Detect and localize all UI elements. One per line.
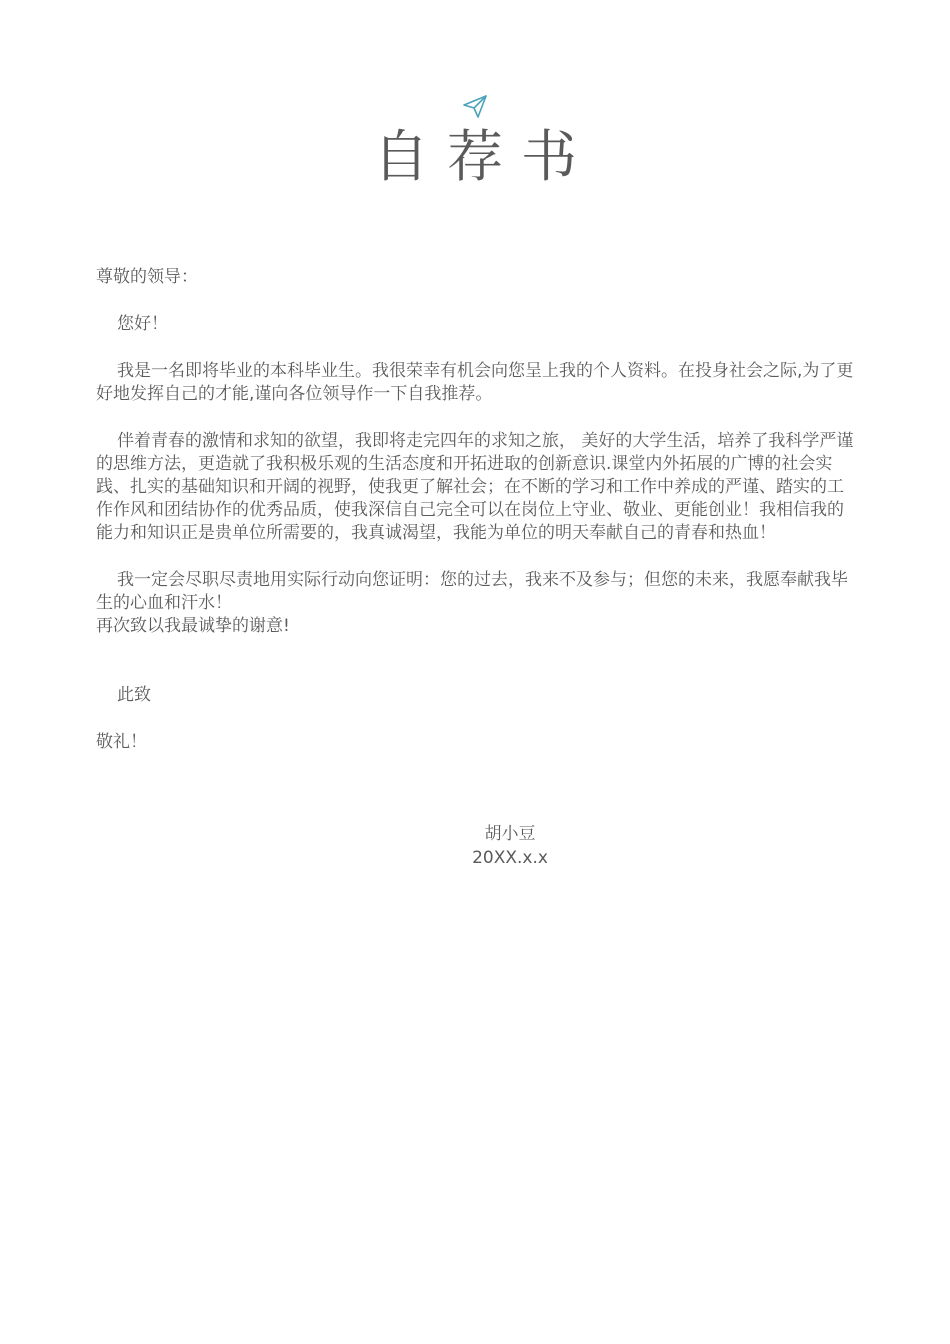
paper-plane-icon [461,92,489,120]
letter-header [0,92,950,190]
letter-body [96,266,856,754]
closing-line-2: 敬礼！ [96,732,147,752]
signature-date: 20XX.x.x [472,848,548,868]
greeting: 您好！ [117,314,168,334]
paragraph-experience: 伴着青春的激情和求知的欲望，我即将走完四年的求知之旅， 美好的大学生活，培养了我科学严谨的思维方法，更造就了我积极乐观的生活态度和开拓进取的创新意识.课堂内外拓展的广博的社会实践、扎实的基础知识和开阔的视野，使我更了解社会；在不断的学习和工作中养成的严谨、踏实的工作作风和团结协作的优秀品质，使我深信自己完全可以在岗位上守业、敬业、更能创业！我相信我的能力和知识正是贵单位所需要的，我真诚渴望，我能为单位的明天奉献自己的青春和热血！ [96,431,854,543]
closing-line-1: 此致 [117,685,151,705]
signature-block [0,822,950,870]
salutation: 尊敬的领导： [96,267,198,287]
page-title: 自荐书 [373,125,595,190]
paragraph-intro: 我是一名即将毕业的本科毕业生。我很荣幸有机会向您呈上我的个人资料。在投身社会之际,为了更好地发挥自己的才能,谨向各位领导作一下自我推荐。 [96,361,854,404]
signature-name: 胡小豆 [484,824,536,844]
thanks-line: 再次致以我最诚挚的谢意! [96,616,290,636]
paragraph-commitment: 我一定会尽职尽责地用实际行动向您证明：您的过去，我来不及参与；但您的未来，我愿奉献我毕生的心血和汗水！ [96,570,848,613]
